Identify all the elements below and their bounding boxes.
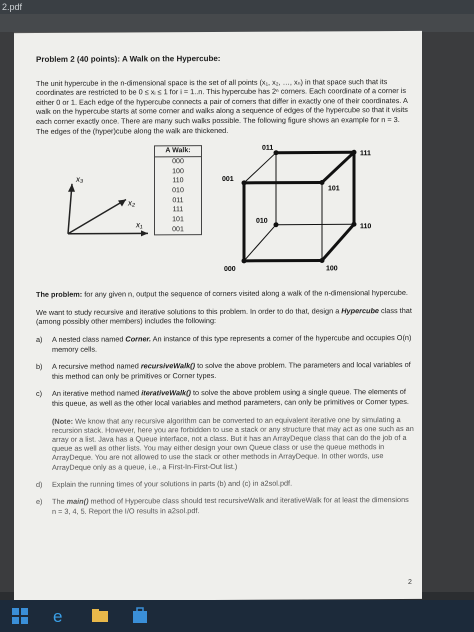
intro-paragraph: The unit hypercube in the n-dimensional space is the set of all points (x₁, x₂, …, xₙ) in that space such that its coordinates are restricted to be 0 ≤ xᵢ ≤ 1 for i = 1..n. This hypercube has 2ⁿ corners. Each coordinate of a corner is either 0 or 1. Each edge of the hypercube connects a pair of corners that differ in exactly one of their coordinates. A walk on the hypercube starts at some corner and walks along a sequence of edges of the hypercube so that it visits each corner exactly once. There are many such walks possible. The following figure shows an example for n = 3. The edges of the (hyper)cube along the walk are thickened. [36,76,408,136]
item-text: The main() method of Hypercube class should test recursiveWalk and iterativeWalk for at least the dimensions n = 3, 4, 5. Report the I/O results in a2sol.pdf. [52,495,409,516]
problem-title: Problem 2 (40 points): A Walk on the Hypercube: [36,53,221,64]
problem-text: for any given n, output the sequence of corners visited along a walk of the n-dimensional hypercube. [82,288,408,299]
note-text: We know that any recursive algorithm can be converted to an equivalent iterative one by simulating a recursion stack. However, here you are forbidden to use a stack or any structure that may act as one such as an array or a list. Java has a Queue interface, not a class. But it has an ArrayDeque class that can do the job of a queue as well as other lists. You may either design your own Queue class or use the queue methods in ArrayDeque. You are not allowed to use the stack or other methods in ArrayDeque. In other words, use ArrayDeque only as a queue, i.e., a First-In-First-Out list.) [52,414,414,472]
walk-table-header: A Walk: [155,146,201,157]
note-paragraph [52,414,414,471]
walk-row: 111 [172,206,184,214]
item-text: A nested class named Corner. An instance of this type represents a corner of the hypercube and occupies O(n) memory cells. [52,332,412,354]
viewer-margin-right[interactable] [422,32,474,592]
walk-row: 001 [172,225,184,234]
page-number: 2 [408,578,412,587]
study-paragraph [36,306,414,327]
store-icon[interactable] [130,606,150,626]
walk-row: 000 [172,158,184,166]
list-item-e [36,495,414,516]
walk-row: 100 [172,167,184,175]
axis-x3-label: x₃ [76,174,84,184]
axes-diagram [56,171,156,252]
svg-text:e: e [53,607,63,626]
corner-label-001: 001 [222,176,234,184]
walk-row: 110 [172,177,184,185]
corner-label-111: 111 [360,150,371,158]
problem-label: The problem: [36,289,83,300]
walk-table [154,145,202,236]
item-label: b) [36,362,43,372]
pdf-page [14,31,422,601]
windows-start-icon[interactable] [10,606,30,626]
corner-label-100: 100 [326,265,338,273]
walk-row: 010 [172,187,184,195]
list-item-b [36,360,414,381]
problem-statement [36,288,414,300]
item-text: An iterative method named iterativeWalk() to solve the above problem using a single queue. The elements of this queue, as well as the other local variables and method parameters, can only be primitives or Corner types. [52,387,409,408]
item-label: a) [36,334,43,344]
corner-label-011: 011 [262,144,274,152]
file-explorer-icon[interactable] [90,606,110,626]
cube-diagram [204,142,394,283]
window-title: 2.pdf [2,2,23,12]
axis-x1-label: x₁ [136,220,143,230]
corner-label-101: 101 [328,185,340,193]
walk-row: 101 [172,216,184,224]
corner-label-000: 000 [224,266,236,274]
axis-x2-label: x₂ [128,198,136,208]
viewer-margin-left [0,32,14,592]
item-label: c) [36,389,43,399]
hypercube-class-name: Hypercube [341,305,379,316]
corner-label-110: 110 [360,223,372,231]
page-content [36,53,414,524]
note-label: (Note: [52,416,74,426]
study-intro-2: class that (among possibly other members) includes the following: [36,305,412,327]
item-label: e) [36,497,43,507]
list-item-a [36,333,414,354]
taskbar [0,600,474,632]
window-titlebar [0,0,474,14]
edge-browser-icon[interactable] [50,606,70,626]
list-item-c [36,387,414,408]
item-label: d) [36,479,43,489]
list-item-d [36,478,414,490]
item-text: A recursive method named recursiveWalk() to solve the above problem. The parameters and local variables of this method can only be primitives or Corner types. [52,360,411,381]
corner-label-010: 010 [256,217,268,225]
figure-area [36,142,414,284]
study-intro-1: We want to study recursive and iterative solutions to this problem. In order to do that, design a [36,306,342,317]
item-text: Explain the running times of your solutions in parts (b) and (c) in a2sol.pdf. [52,478,293,489]
walk-row: 011 [172,196,184,204]
